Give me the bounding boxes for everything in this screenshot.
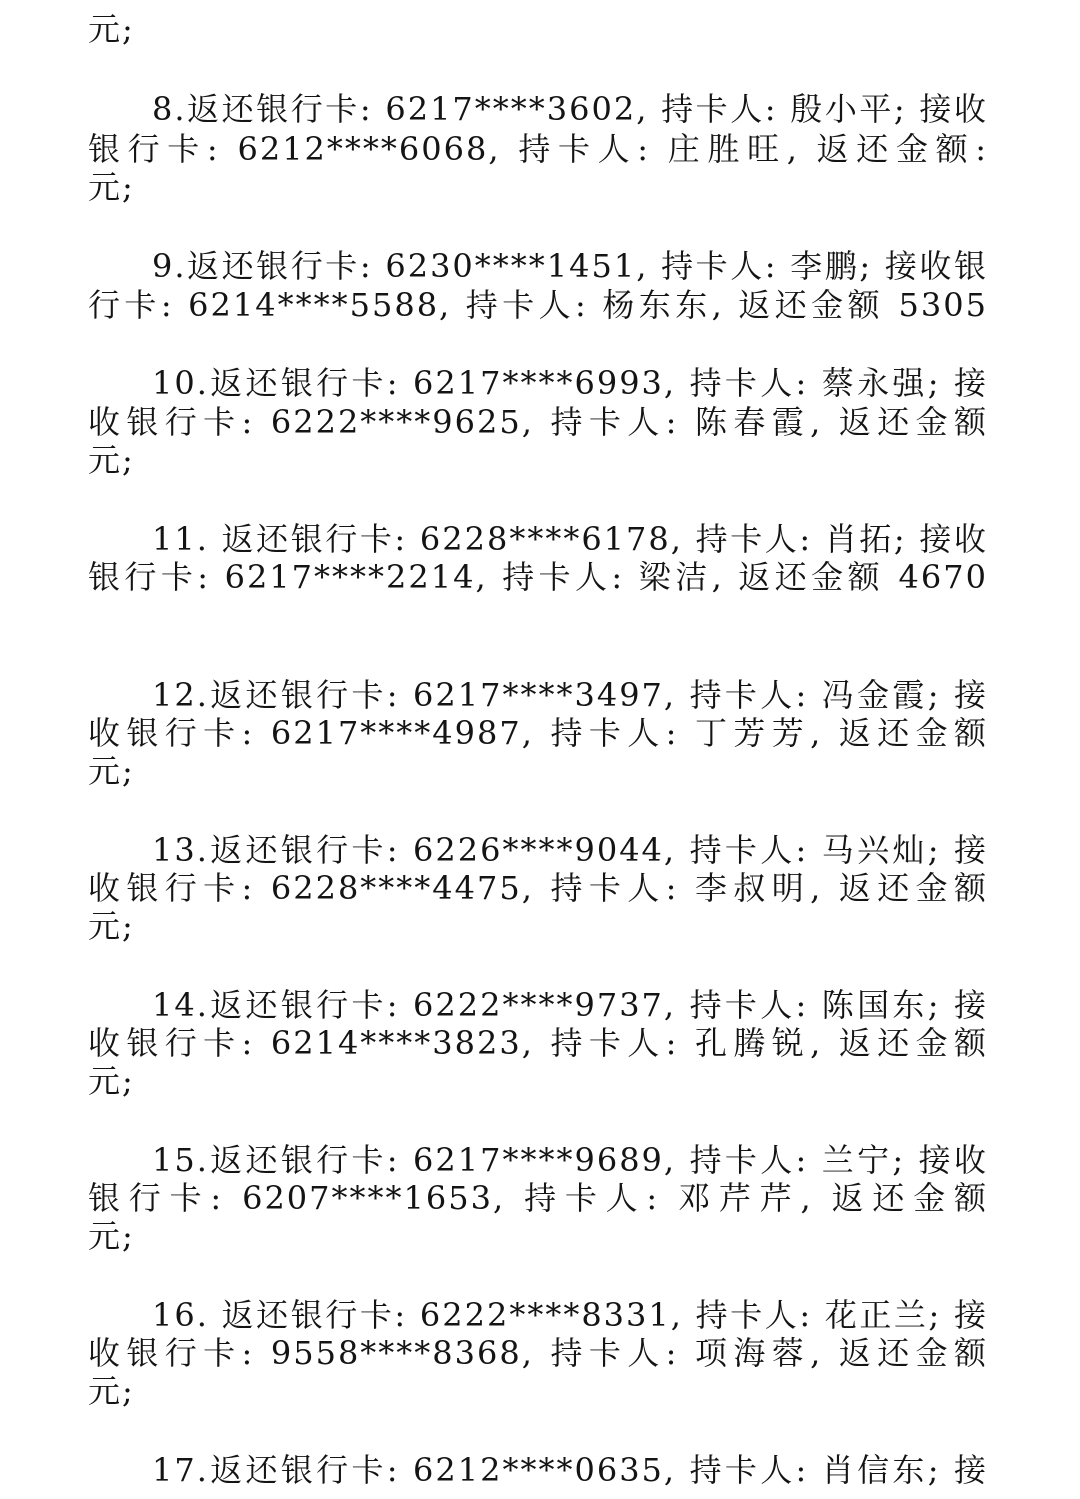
entry-16-line-2: 收银行卡: 9558****8368, 持卡人: 项海蓉, 返还金额 — [88, 1334, 988, 1372]
entry-15-line-3: 元; — [88, 1217, 135, 1255]
entry-16-line-3: 元; — [88, 1372, 135, 1410]
entry-15-line-2: 银行卡: 6207****1653, 持卡人: 邓芹芹, 返还金额 — [88, 1179, 988, 1217]
entry-9-line-1: 9.返还银行卡: 6230****1451, 持卡人: 李鹏; 接收银 — [152, 247, 988, 285]
entry-10-line-3: 元; — [88, 441, 135, 479]
entry-11-line-1: 11. 返还银行卡: 6228****6178, 持卡人: 肖拓; 接收 — [152, 520, 988, 558]
entry-10-line-2: 收银行卡: 6222****9625, 持卡人: 陈春霞, 返还金额 — [88, 403, 988, 441]
entry-13-line-3: 元; — [88, 907, 135, 945]
entry-8-line-2: 银行卡: 6212****6068, 持卡人: 庄胜旺, 返还金额: — [88, 130, 988, 168]
entry-13-line-1: 13.返还银行卡: 6226****9044, 持卡人: 马兴灿; 接 — [152, 831, 988, 869]
entry-14-line-2: 收银行卡: 6214****3823, 持卡人: 孔腾锐, 返还金额 — [88, 1024, 988, 1062]
entry-16-line-1: 16. 返还银行卡: 6222****8331, 持卡人: 花正兰; 接 — [152, 1296, 988, 1334]
entry-14-line-1: 14.返还银行卡: 6222****9737, 持卡人: 陈国东; 接 — [152, 986, 988, 1024]
carryover-line: 元; — [88, 10, 135, 48]
entry-17-line-1: 17.返还银行卡: 6212****0635, 持卡人: 肖信东; 接 — [152, 1451, 988, 1489]
entry-12-line-2: 收银行卡: 6217****4987, 持卡人: 丁芳芳, 返还金额 — [88, 714, 988, 752]
entry-11-line-2: 银行卡: 6217****2214, 持卡人: 梁洁, 返还金额 4670 — [88, 558, 988, 596]
entry-12-line-1: 12.返还银行卡: 6217****3497, 持卡人: 冯金霞; 接 — [152, 676, 988, 714]
entry-8-line-3: 元; — [88, 168, 135, 206]
entry-10-line-1: 10.返还银行卡: 6217****6993, 持卡人: 蔡永强; 接 — [152, 364, 988, 402]
entry-12-line-3: 元; — [88, 752, 135, 790]
entry-15-line-1: 15.返还银行卡: 6217****9689, 持卡人: 兰宁; 接收 — [152, 1141, 988, 1179]
entry-13-line-2: 收银行卡: 6228****4475, 持卡人: 李叔明, 返还金额 — [88, 869, 988, 907]
entry-9-line-2: 行卡: 6214****5588, 持卡人: 杨东东, 返还金额 5305 — [88, 286, 988, 324]
entry-14-line-3: 元; — [88, 1062, 135, 1100]
entry-8-line-1: 8.返还银行卡: 6217****3602, 持卡人: 殷小平; 接收 — [152, 90, 988, 128]
